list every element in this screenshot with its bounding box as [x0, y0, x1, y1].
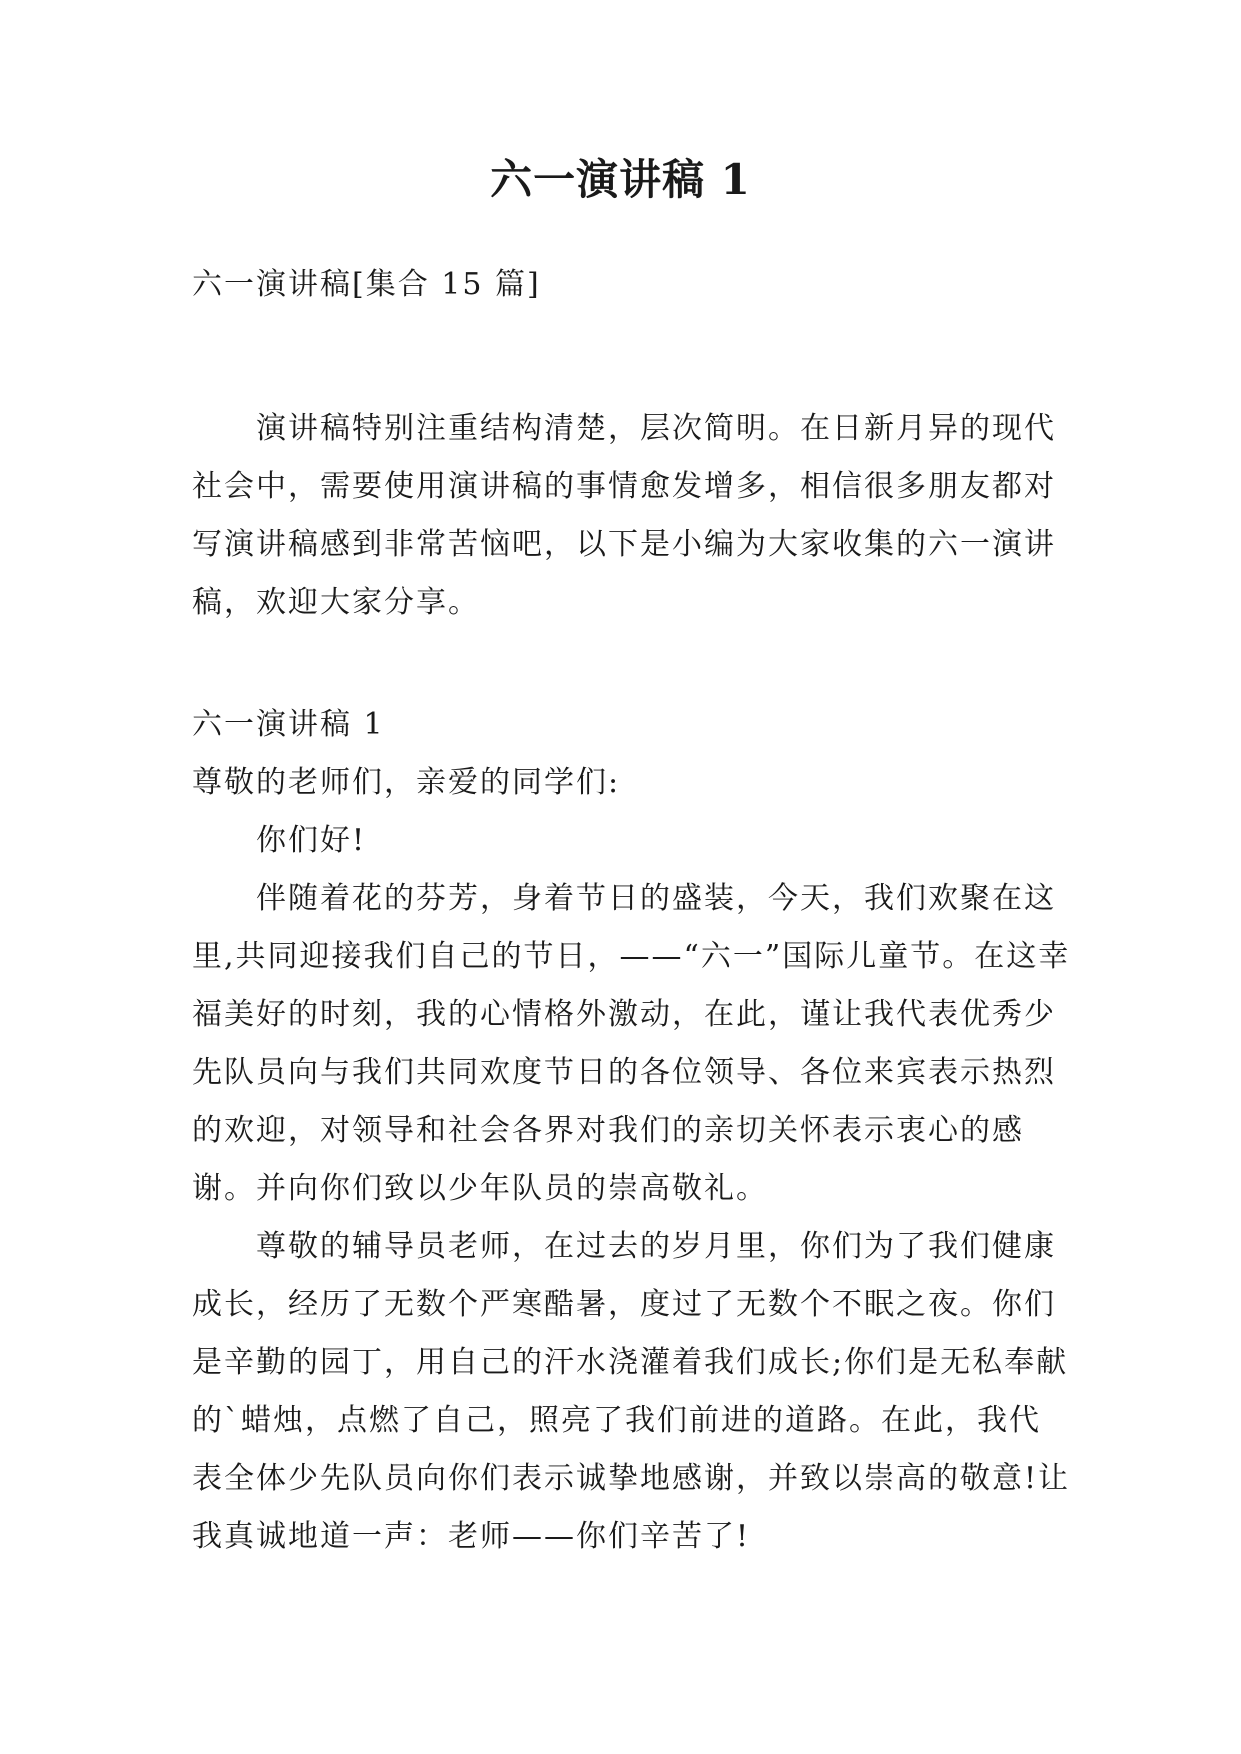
intro-paragraph: 演讲稿特别注重结构清楚，层次简明。在日新月异的现代社会中，需要使用演讲稿的事情愈发增多，相信很多朋友都对写演讲稿感到非常苦恼吧，以下是小编为大家收集的六一演讲稿，欢迎大家分享。	[192, 411, 1056, 620]
body-paragraph-2: 尊敬的辅导员老师，在过去的岁月里，你们为了我们健康成长，经历了无数个严寒酷暑，度过了无数个不眠之夜。你们是辛勤的园丁，用自己的汗水浇灌着我们成长;你们是无私奉献的`蜡烛，点燃了自己，照亮了我们前进的道路。在此，我代表全体少先队员向你们表示诚挚地感谢，并致以崇高的敬意!让我真诚地道一声：老师——你们辛苦了!	[192, 1229, 1071, 1554]
speech-section	[192, 696, 1072, 1566]
section-heading: 六一演讲稿 1	[192, 707, 385, 742]
document-subtitle: 六一演讲稿[集合 15 篇]	[192, 267, 541, 302]
salutation: 尊敬的老师们，亲爱的同学们:	[192, 765, 621, 800]
document-title: 六一演讲稿 1	[490, 155, 751, 204]
greeting: 你们好!	[256, 823, 367, 858]
body-paragraph-1: 伴随着花的芬芳，身着节日的盛装，今天，我们欢聚在这里,共同迎接我们自己的节日，——“六一”国际儿童节。在这幸福美好的时刻，我的心情格外激动，在此，谨让我代表优秀少先队员向与我们共同欢度节日的各位领导、各位来宾表示热烈的欢迎，对领导和社会各界对我们的亲切关怀表示衷心的感谢。并向你们致以少年队员的崇高敬礼。	[192, 881, 1071, 1206]
